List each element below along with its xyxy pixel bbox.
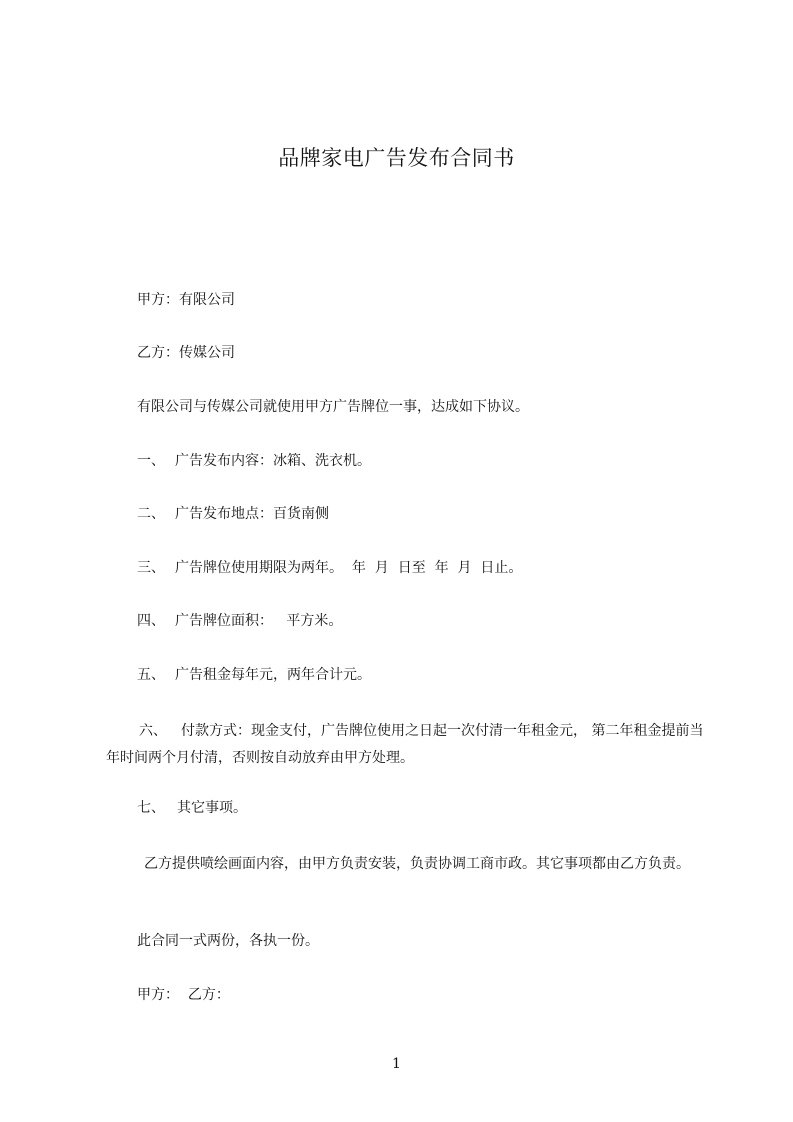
clause-number: 三、 (137, 560, 165, 576)
clause-5 (137, 665, 371, 685)
clause-6 (106, 718, 704, 772)
signature-line: 甲方： 乙方： (137, 987, 230, 1003)
clause-number: 五、 (137, 667, 165, 683)
copies-line: 此合同一式两份，各执一份。 (137, 933, 319, 949)
contract-title: 品牌家电广告发布合同书 (278, 146, 515, 170)
party-b-line: 乙方：传媒公司 (137, 345, 235, 361)
page-number: 1 (392, 1056, 401, 1072)
clause-text: 付款方式：现金支付，广告牌位使用之日起一次付清一年租金元， 第二年租金提前当年时间两个月付清，否则按自动放弃由甲方处理。 (106, 723, 704, 766)
clause-3 (137, 558, 522, 578)
clause-2 (137, 504, 329, 524)
clause-text: 广告租金每年元，两年合计元。 (175, 667, 371, 683)
clause-7 (137, 798, 247, 818)
clause-4 (137, 611, 342, 631)
clause-text: 广告发布内容：冰箱、洗衣机。 (175, 453, 371, 469)
other-matters-paragraph: 乙方提供喷绘画面内容，由甲方负责安装，负责协调工商市政。其它事项都由乙方负责。 (144, 856, 690, 872)
clause-number: 二、 (137, 506, 165, 522)
clause-text: 其它事项。 (177, 800, 247, 816)
clause-number: 六、 (139, 723, 167, 739)
clause-number: 四、 (137, 613, 165, 629)
clause-text: 广告牌位面积： 平方米。 (175, 613, 343, 629)
clause-number: 一、 (137, 453, 165, 469)
clause-1 (137, 451, 371, 471)
clause-text: 广告发布地点：百货南侧 (175, 506, 329, 522)
clause-text: 广告牌位使用期限为两年。 年 月 日至 年 月 日止。 (175, 560, 523, 576)
party-a-line: 甲方：有限公司 (137, 292, 235, 308)
clause-number: 七、 (137, 800, 165, 816)
intro-paragraph: 有限公司与传媒公司就使用甲方广告牌位一事，达成如下协议。 (137, 399, 529, 415)
